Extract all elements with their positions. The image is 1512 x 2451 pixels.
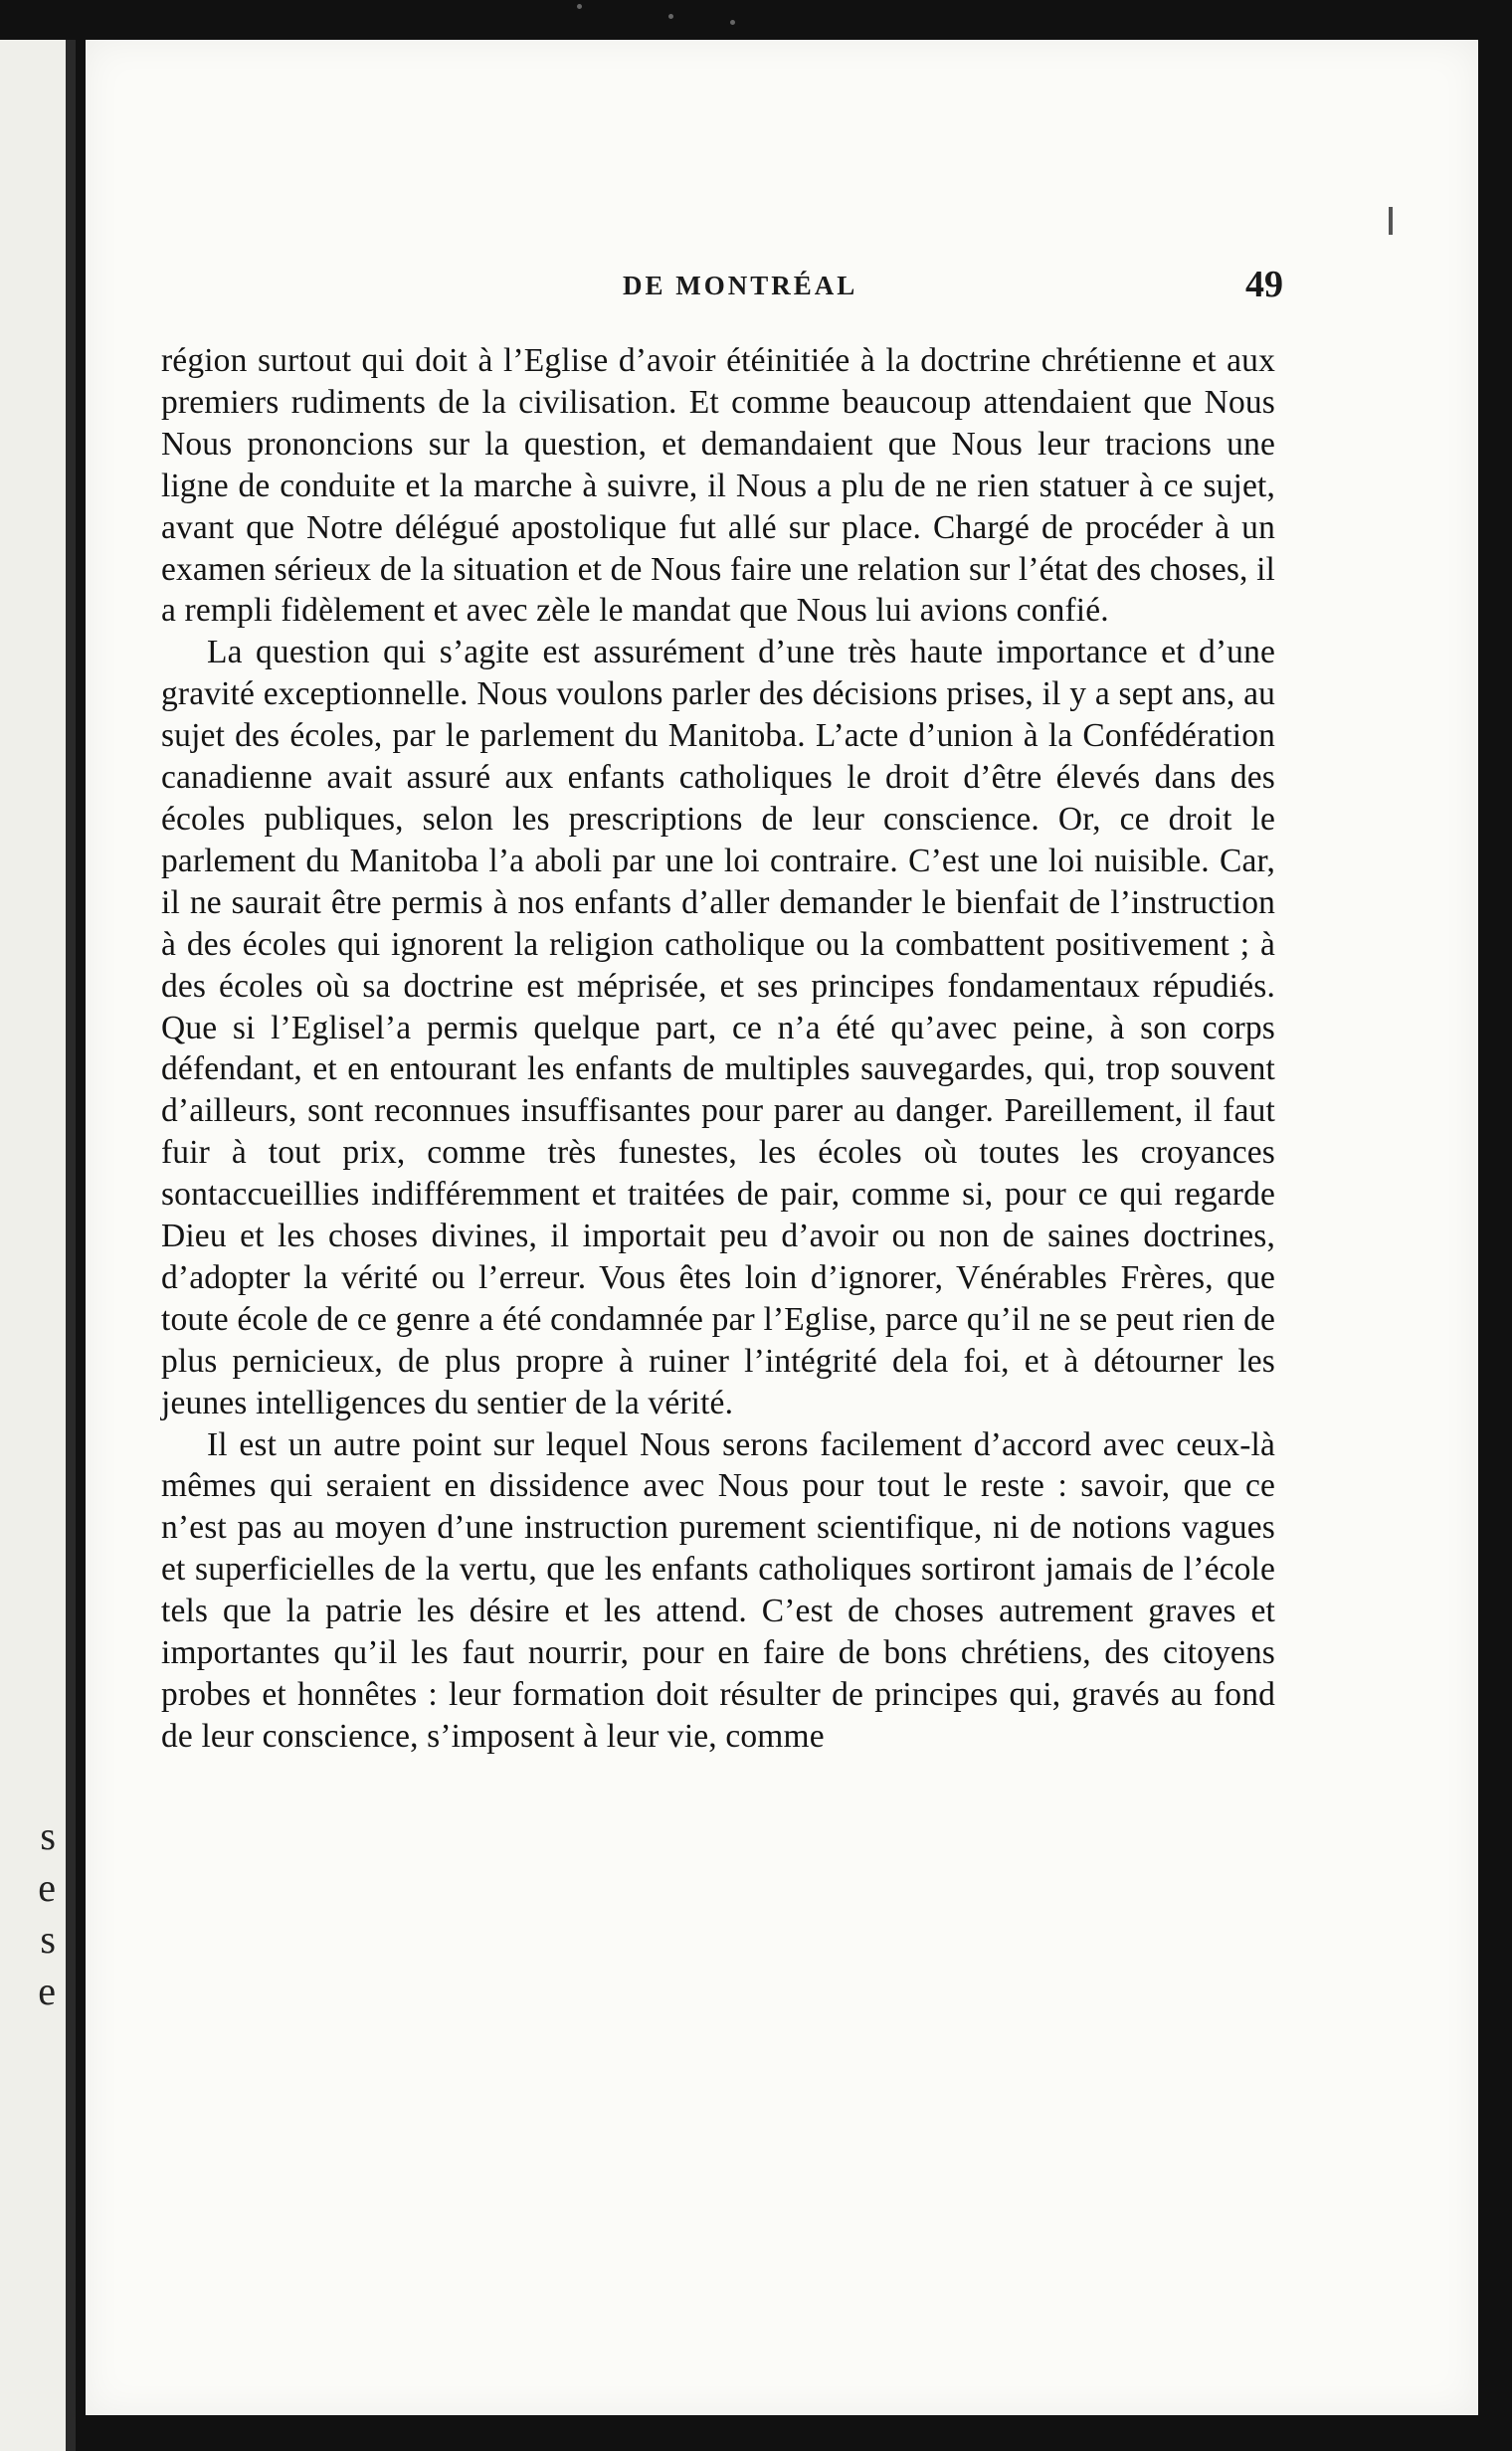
paragraph-1: région surtout qui doit à l’Eglise d’avoir étéinitiée à la doctrine chrétienne et aux premiers rudiments de la civilisation. Et comme beaucoup attendaient que Nous Nous prononcions sur la question, et demandaient que Nous leur tracions une ligne de conduite et la marche à suivre, il Nous a plu de ne rien statuer à ce sujet, avant que Notre délégué apostolique fut allé sur place. Chargé de procéder à un examen sérieux de la situation et de Nous faire une relation sur l’état des choses, il a rempli fidèlement et avec zèle le mandat que Nous lui avions confié. bbox=[161, 342, 1275, 630]
running-head bbox=[86, 264, 1478, 310]
paragraph-2: La question qui s’agite est assurément d’une très haute importance et d’une gravité exceptionnelle. Nous voulons parler des décisions prises, il y a sept ans, au sujet des écoles, par le parlement du Manitoba. L’acte d’union à la Confédération canadienne avait assuré aux enfants catholiques le droit d’être élevés dans des écoles publiques, selon les prescriptions de leur conscience. Or, ce droit le parlement du Manitoba l’a aboli par une loi contraire. C’est une loi nuisible. Car, il ne saurait être permis à nos enfants d’aller demander le bienfait de l’instruction à des écoles qui ignorent la religion catholique ou la combattent positivement ; à des écoles où sa doctrine est méprisée, et ses principes fondamentaux répudiés. Que si l’Eglisel’a permis quelque part, ce n’a été qu’avec peine, à son corps défendant, et en entourant les enfants de multiples sauvegardes, qui, trop souvent d’ailleurs, sont reconnues insuffisantes pour parer au danger. Pareillement, il faut fuir à tout prix, comme très funestes, les écoles où toutes les croyances sontaccueillies indifféremment et traitées de pair, comme si, pour ce qui regarde Dieu et les choses divines, il importait peu d’avoir ou non de saines doctrines, d’adopter la vérité ou l’erreur. Vous êtes loin d’ignorer, Vénérables Frères, que toute école de ce genre a été condamnée par l’Eglise, parce qu’il ne se peut rien de plus pernicieux, de plus propre à ruiner l’intégrité dela foi, et à détourner les jeunes intelligences du sentier de la vérité. bbox=[161, 634, 1275, 1421]
edge-letter: s bbox=[40, 1813, 56, 1858]
edge-letter: e bbox=[38, 1865, 56, 1910]
page-number: 49 bbox=[1245, 264, 1283, 305]
page-body bbox=[161, 340, 1275, 1758]
scan-specks bbox=[557, 0, 756, 30]
margin-mark bbox=[1389, 207, 1393, 235]
paragraph-3: Il est un autre point sur lequel Nous serons facilement d’accord avec ceux-là mêmes qui seraient en dissidence avec Nous pour tout le reste : savoir, que ce n’est pas au moyen d’une instruction purement scientifique, ni de notions vagues et superficielles de la vertu, que les enfants catholiques sortiront jamais de l’école tels que la patrie les désire et les attend. C’est de choses autrement graves et importantes qu’il les faut nourrir, pour en faire de bons chrétiens, des citoyens probes et honnêtes : leur formation doit résulter de principes qui, gravés au fond de leur conscience, s’imposent à leur vie, comme bbox=[161, 1425, 1275, 1755]
edge-letter: e bbox=[38, 1969, 56, 2013]
running-head-title: DE MONTRÉAL bbox=[623, 271, 858, 300]
book-page bbox=[86, 40, 1478, 2415]
previous-page-edge-letters bbox=[6, 1810, 56, 2017]
previous-page-edge bbox=[0, 40, 76, 2451]
edge-letter: s bbox=[40, 1917, 56, 1962]
